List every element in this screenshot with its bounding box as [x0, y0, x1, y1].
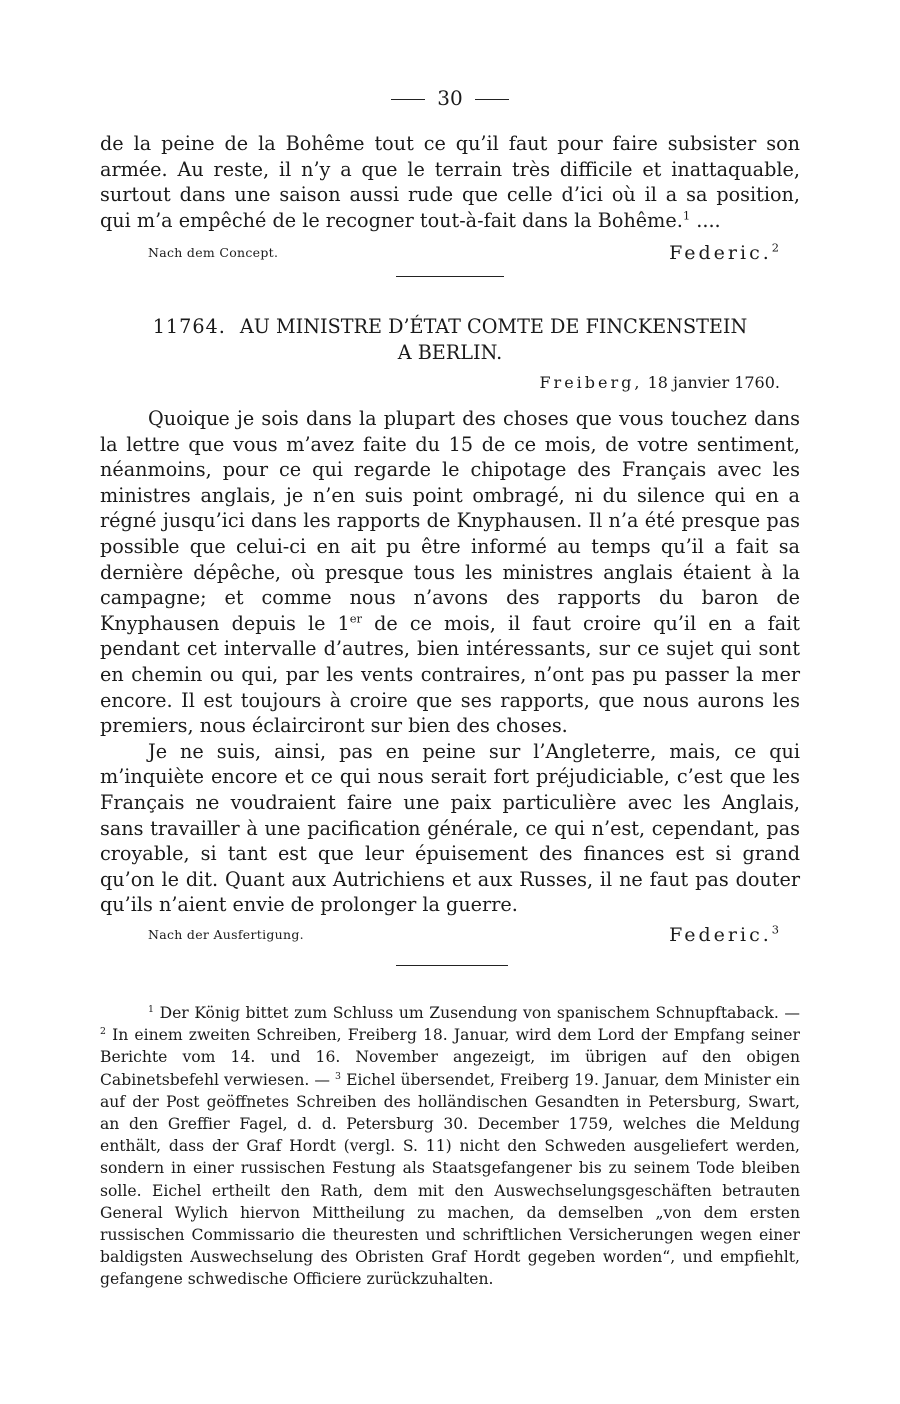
letter-dateline — [539, 372, 780, 394]
footnotes — [100, 1002, 800, 1291]
letter-source-note: Nach der Ausfertigung. — [148, 927, 304, 942]
letter-body — [100, 406, 800, 918]
footnote-divider — [396, 965, 508, 966]
letter-paragraph-1 — [100, 406, 800, 739]
carryover-ellipsis: .... — [696, 208, 721, 232]
footnote-marker-2: 2 — [100, 1026, 106, 1038]
carryover-text: de la peine de la Bohême tout ce qu’il faut pour faire subsister son armée. Au reste, il n’y a que le terrain très difficile et inattaquable, surtout dans une saison aussi rude que celle d’ici où il a sa position, qui m’a empêché de le recogner tout-à-fait dans la Bohême. — [100, 132, 800, 232]
footnote-2-text: In einem zweiten Schreiben, Freiberg 18. Januar, wird dem Lord der Empfang seiner Berichte vom 14. und 16. November angezeigt, im übrigen auf den obigen Cabinetsbefehl verwiesen. — — [100, 1026, 800, 1089]
section-divider — [396, 276, 504, 277]
carryover-signature-text: Federic. — [669, 242, 772, 264]
carryover-paragraph — [100, 131, 800, 233]
letter-addressee: AU MINISTRE D’ÉTAT COMTE DE FINCKENSTEIN — [239, 315, 748, 338]
letter-date: 18 janvier 1760. — [647, 373, 780, 392]
footnote-ref-1: 1 — [682, 208, 691, 223]
page-number-line — [0, 86, 900, 110]
letter-paragraph-1-part1: Quoique je sois dans la plupart des choses que vous touchez dans la lettre que vous m’avez faite du 15 de ce mois, de votre sentiment, néanmoins, pour ce qui regarde le chipotage des Français avec les ministres anglais, je n’en suis point ombragé, ni du silence qui en a régné jusqu’ici dans les rapports de Knyphausen. Il n’a été presque pas possible que celui-ci en ait pu être informé au temps qu’il a fait sa dernière dépêche, où presque tous les ministres anglais étaient à la campagne; et comme nous n’avons des rapports du baron de Knyphausen depuis le 1 — [100, 407, 800, 635]
letter-signature — [669, 924, 782, 946]
letter-paragraph-1-part2: de ce mois, il faut croire qu’il en a fait pendant cet intervalle d’autres, bien intéressants, sur ce sujet qui sont en chemin ou qui, par les vents contraires, n’ont pas pu passer la mer encore. Il est toujours à croire que ses rapports, que nous aurons les premiers, nous éclairciront sur bien des choses. — [100, 611, 800, 738]
page-number-dash-right — [475, 99, 509, 100]
letter-signature-text: Federic. — [669, 924, 772, 946]
carryover-signature — [669, 242, 782, 264]
carryover-signature-row — [148, 240, 782, 264]
footnote-marker-1: 1 — [148, 1003, 154, 1015]
page-number: 30 — [437, 86, 463, 110]
ordinal-superscript: er — [349, 611, 363, 626]
letter-paragraph-2: Je ne suis, ainsi, pas en peine sur l’Angleterre, mais, ce qui m’inquiète encore et ce qui nous serait fort préjudiciable, c’est que les Français ne voudraient faire une paix particulière avec les Anglais, sans travailler à une pacification générale, ce qui n’est, cependant, pas croyable, si tant est que leur épuisement des finances est si grand qu’on le dit. Quant aux Autrichiens et aux Russes, il ne faut pas douter qu’ils n’aient envie de prolonger la guerre. — [100, 739, 800, 917]
carryover-source-note: Nach dem Concept. — [148, 245, 279, 260]
letter-heading-line1 — [100, 314, 800, 340]
footnote-marker-3: 3 — [335, 1070, 341, 1082]
letter-place: Freiberg, — [539, 373, 643, 392]
page-number-dash-left — [391, 99, 425, 100]
letter-signature-row — [148, 922, 782, 946]
footnote-1-text: Der König bittet zum Schluss um Zusendung von spanischem Schnupftaback. — — [159, 1004, 800, 1022]
letter-heading-line2: A BERLIN. — [397, 340, 503, 364]
letter-heading — [100, 314, 800, 365]
footnote-3-text: Eichel übersendet, Freiberg 19. Januar, dem Minister ein auf der Post geöffnetes Schreiben des holländischen Gesandten in Petersburg, Swart, an den Greffier Fagel, d. d. Petersburg 30. December 1759, welches die Meldung enthält, dass der Graf Hordt (vergl. S. 11) nicht den Schweden ausgeliefert werden, sondern in einer russischen Festung als Staatsgefangener bis zu seinem Tode bleiben solle. Eichel ertheilt den Rath, dem mit den Auswechselungsgeschäften betrauten General Wylich hiervon Mittheilung zu machen, da demselben „von dem ersten russischen Commissario die theuresten und schriftlichen Versicherungen wegen einer baldigsten Auswechselung des Obristen Graf Hordt gegeben worden“, und empfiehlt, gefangene schwedische Officiere zurückzuhalten. — [100, 1070, 800, 1289]
footnote-ref-3: 3 — [771, 922, 782, 937]
letter-number: 11764. — [152, 315, 226, 338]
footnote-ref-2: 2 — [771, 240, 782, 255]
